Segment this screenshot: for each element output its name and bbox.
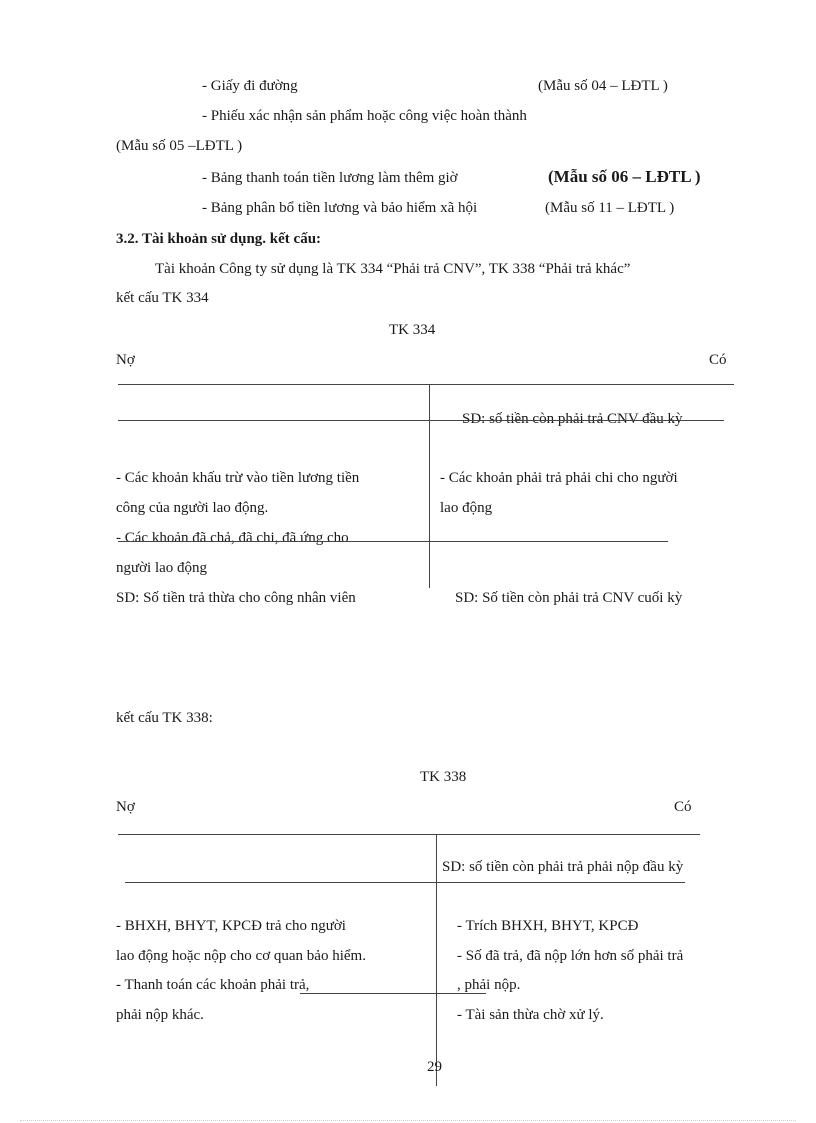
tk334-center-rule xyxy=(429,384,430,588)
form-item-completion-confirm: - Phiếu xác nhận sản phẩm hoặc công việc hoàn thành xyxy=(202,108,527,124)
tk334-debit-label: Nợ xyxy=(116,352,135,368)
tk338-title: TK 338 xyxy=(420,769,467,785)
section-heading: 3.2. Tài khoản sử dụng. kết cấu: xyxy=(116,231,322,247)
tk334-debit-item1-line1: - Các khoản khấu trừ vào tiền lương tiền xyxy=(116,470,360,486)
tk338-opening-balance: SD: số tiền còn phải trả phải nộp đầu kỳ xyxy=(442,859,684,875)
page-bottom-border xyxy=(20,1120,796,1121)
form-item-allocation-table: - Bảng phân bổ tiền lương và bảo hiểm xã hội xyxy=(202,200,478,216)
tk338-debit-item1-line1: - BHXH, BHYT, KPCĐ trả cho người xyxy=(116,918,346,934)
intro-paragraph-line2: kết cấu TK 334 xyxy=(116,290,209,306)
tk338-top-rule xyxy=(118,834,700,835)
tk338-credit-item2-line1: - Số đã trả, đã nộp lớn hơn số phải trả xyxy=(457,948,684,964)
tk334-title: TK 334 xyxy=(389,322,436,338)
tk338-structure-label: kết cấu TK 338: xyxy=(116,710,213,726)
tk334-debit-closing-balance: SD: Số tiền trả thừa cho công nhân viên xyxy=(116,590,356,606)
tk334-credit-item1-line1: - Các khoản phải trả phải chi cho người xyxy=(440,470,678,486)
tk334-totals-rule xyxy=(118,541,668,542)
tk338-credit-label: Có xyxy=(674,799,692,815)
tk338-credit-item3: - Tài sản thừa chờ xử lý. xyxy=(457,1007,604,1023)
tk338-debit-item1-line2: lao động hoặc nộp cho cơ quan bảo hiểm. xyxy=(116,948,366,964)
tk338-totals-rule xyxy=(300,993,486,994)
form-code-04: (Mẫu số 04 – LĐTL ) xyxy=(538,78,668,94)
tk338-debit-label: Nợ xyxy=(116,799,135,815)
tk338-credit-item1: - Trích BHXH, BHYT, KPCĐ xyxy=(457,918,639,934)
form-code-06: (Mẫu số 06 – LĐTL ) xyxy=(548,167,701,186)
page-number: 29 xyxy=(427,1059,442,1075)
form-code-05: (Mẫu số 05 –LĐTL ) xyxy=(116,138,243,154)
tk334-debit-item2-line1: - Các khoản đã chả, đã chi, đã ứng cho xyxy=(116,530,349,546)
tk334-opening-rule xyxy=(118,420,724,421)
tk334-debit-item1-line2: công của người lao động. xyxy=(116,500,269,516)
form-item-overtime-payment: - Bảng thanh toán tiền lương làm thêm giờ xyxy=(202,170,458,186)
tk338-center-rule xyxy=(436,834,437,1086)
tk334-opening-balance: SD: số tiền còn phải trả CNV đầu kỳ xyxy=(462,411,683,427)
tk334-top-rule xyxy=(118,384,734,385)
tk338-debit-item2-line2: phải nộp khác. xyxy=(116,1007,204,1023)
tk338-credit-item2-line2: , phải nộp. xyxy=(457,977,521,993)
tk334-credit-label: Có xyxy=(709,352,727,368)
tk334-credit-closing-balance: SD: Số tiền còn phải trả CNV cuối kỳ xyxy=(455,590,683,606)
tk334-debit-item2-line2: người lao động xyxy=(116,560,208,576)
intro-paragraph-line1: Tài khoản Công ty sử dụng là TK 334 “Phải trả CNV”, TK 338 “Phải trả khác” xyxy=(155,261,631,277)
form-code-11: (Mẫu số 11 – LĐTL ) xyxy=(545,200,675,216)
form-item-travel-paper: - Giấy đi đường xyxy=(202,78,298,94)
tk334-credit-item1-line2: lao động xyxy=(440,500,493,516)
tk338-debit-item2-line1: - Thanh toán các khoản phải trả, xyxy=(116,977,310,993)
tk338-opening-rule xyxy=(125,882,685,883)
